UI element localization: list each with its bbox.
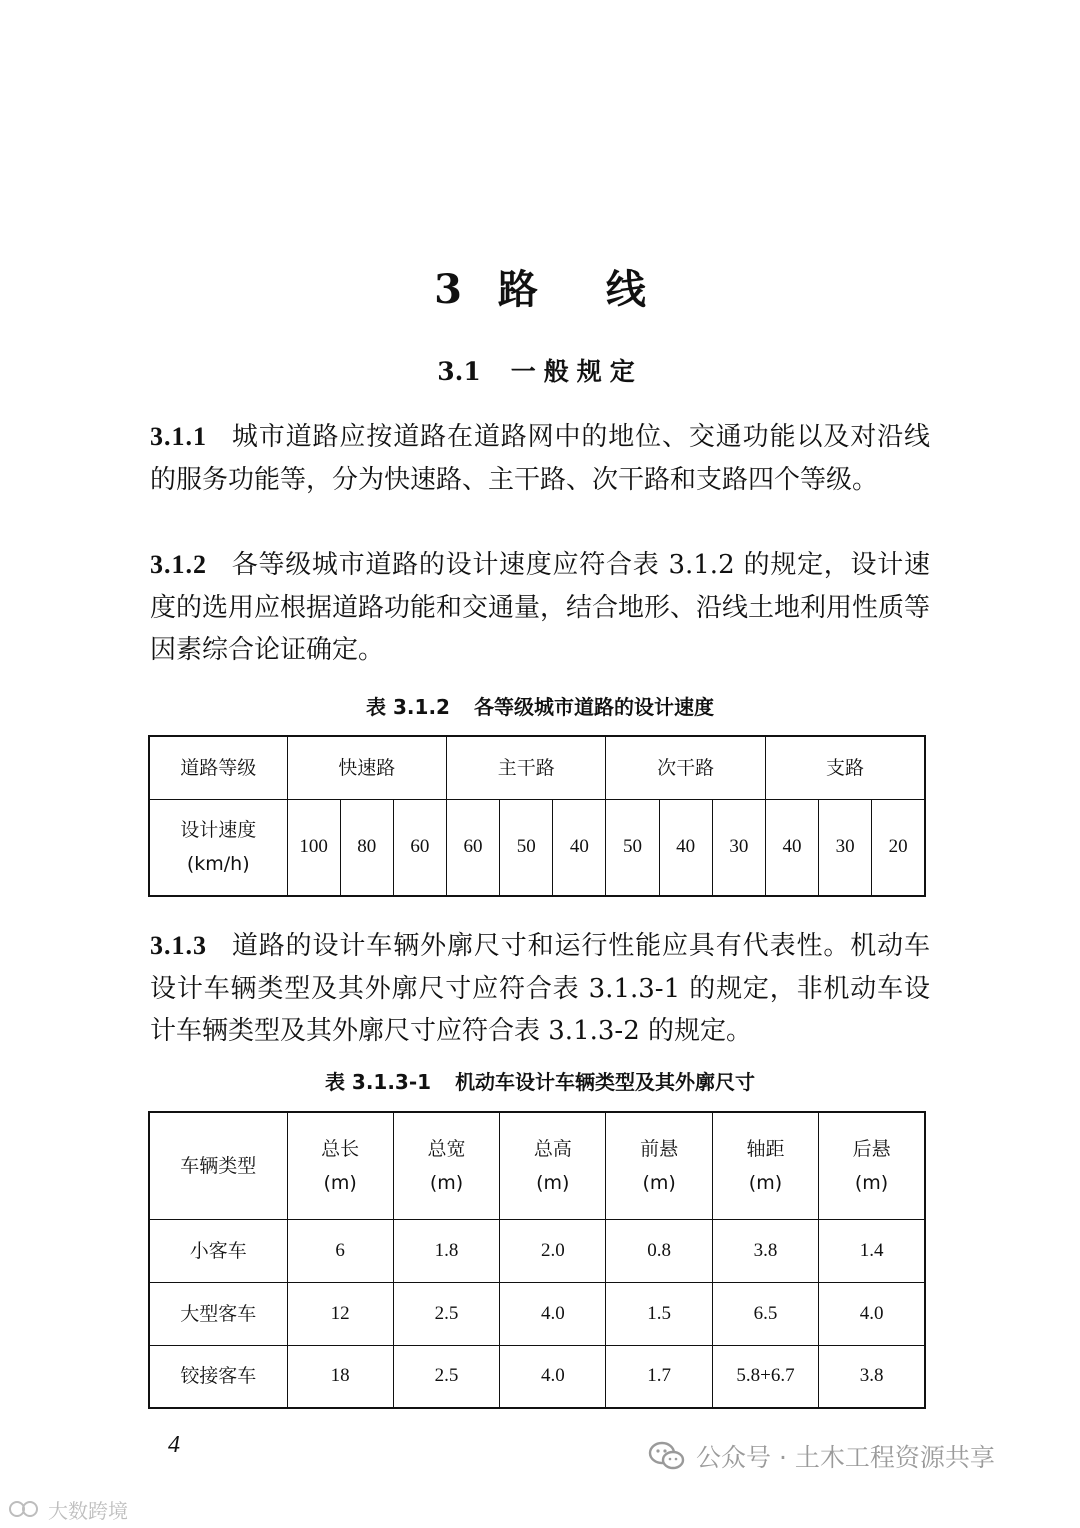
vehicle-table-caption	[0, 1067, 1080, 1097]
table-row	[149, 1345, 925, 1408]
caption-title: 各等级城市道路的设计速度	[473, 695, 714, 719]
speed-cell: 30	[712, 799, 765, 896]
table-row	[149, 799, 925, 896]
table-cell: 12	[287, 1282, 393, 1345]
clause-text: 各等级城市道路的设计速度应符合表 3.1.2 的规定，设计速度的选用应根据道路功能和交通量，结合地形、沿线土地利用性质等因素综合论证确定。	[150, 550, 931, 665]
header-cell	[500, 1112, 606, 1219]
clause-number: 3.1.3	[150, 931, 207, 960]
table-cell: 0.8	[606, 1219, 712, 1282]
grade-cell: 支路	[765, 736, 925, 799]
table-cell: 6	[287, 1219, 393, 1282]
table-cell: 4.0	[500, 1282, 606, 1345]
header-label: 轴距	[746, 1137, 785, 1160]
chapter-title-char-2: 线	[605, 266, 646, 313]
speed-label: 设计速度	[180, 819, 257, 842]
table-cell: 5.8+6.7	[712, 1345, 818, 1408]
header-vehicle-type: 车辆类型	[149, 1112, 287, 1219]
section-number: 3.1	[437, 357, 481, 386]
clause-number: 3.1.1	[150, 422, 207, 451]
section-title	[0, 352, 1080, 392]
vehicle-table	[148, 1111, 926, 1409]
watermark-logo	[8, 1494, 128, 1524]
logo-text: 大数跨境	[48, 1498, 128, 1523]
grade-cell: 主干路	[446, 736, 605, 799]
clause-text: 城市道路应按道路在道路网中的地位、交通功能以及对沿线的服务功能等，分为快速路、主干路、次干路和支路四个等级。	[150, 422, 930, 495]
speed-cell: 40	[553, 799, 606, 896]
table-cell: 4.0	[500, 1345, 606, 1408]
header-unit: (m)	[748, 1171, 783, 1194]
header-unit: (m)	[642, 1171, 676, 1194]
header-cell	[606, 1112, 712, 1219]
speed-cell: 50	[606, 799, 659, 896]
caption-number: 表 3.1.2	[366, 695, 450, 719]
speed-cell: 50	[500, 799, 553, 896]
header-label: 总高	[533, 1137, 572, 1160]
wechat-icon	[648, 1440, 686, 1472]
chapter-title	[0, 262, 1080, 318]
speed-table-caption	[0, 692, 1080, 722]
header-label: 总宽	[427, 1137, 466, 1160]
speed-cell: 80	[340, 799, 393, 896]
table-cell: 1.8	[393, 1219, 499, 1282]
clause-text: 道路的设计车辆外廓尺寸和运行性能应具有代表性。机动车设计车辆类型及其外廓尺寸应符合表 3.1.3-1 的规定，非机动车设计车辆类型及其外廓尺寸应符合表 3.1.3-2 的规定。	[150, 931, 930, 1046]
vehicle-type-cell: 铰接客车	[149, 1345, 287, 1408]
clause-3-1-2	[150, 544, 930, 672]
speed-unit: (km/h)	[186, 853, 250, 876]
vehicle-type-cell: 小客车	[149, 1219, 287, 1282]
watermark	[648, 1436, 995, 1476]
table-header-row	[149, 1112, 925, 1219]
table-row	[149, 736, 925, 799]
table-row	[149, 1282, 925, 1345]
grade-cell: 快速路	[287, 736, 446, 799]
vehicle-type-cell: 大型客车	[149, 1282, 287, 1345]
header-unit: (m)	[536, 1171, 570, 1194]
section-heading: 一般规定	[510, 357, 643, 386]
table-cell: 1.5	[606, 1282, 712, 1345]
table-cell: 3.8	[712, 1219, 818, 1282]
table-cell: 1.7	[606, 1345, 712, 1408]
speed-cell: 100	[287, 799, 340, 896]
speed-cell: 20	[872, 799, 925, 896]
row-header-grade: 道路等级	[149, 736, 287, 799]
header-unit: (m)	[429, 1171, 464, 1194]
speed-cell: 30	[819, 799, 872, 896]
table-cell: 2.0	[500, 1219, 606, 1282]
watermark-text: 公众号 · 土木工程资源共享	[696, 1443, 995, 1472]
header-label: 总长	[321, 1137, 360, 1160]
header-unit: (m)	[854, 1171, 889, 1194]
header-label: 后悬	[852, 1137, 891, 1160]
speed-cell: 40	[659, 799, 712, 896]
logo-icon	[8, 1497, 42, 1521]
table-cell: 2.5	[393, 1282, 499, 1345]
header-cell	[393, 1112, 499, 1219]
table-cell: 4.0	[819, 1282, 925, 1345]
table-row	[149, 1219, 925, 1282]
speed-cell: 60	[393, 799, 446, 896]
chapter-title-char-1: 路	[497, 266, 538, 313]
table-cell: 1.4	[819, 1219, 925, 1282]
table-cell: 2.5	[393, 1345, 499, 1408]
speed-cell: 40	[765, 799, 818, 896]
chapter-number: 3	[434, 266, 462, 313]
header-label: 前悬	[640, 1137, 679, 1160]
clause-number: 3.1.2	[150, 550, 207, 579]
header-unit: (m)	[323, 1171, 357, 1194]
grade-cell: 次干路	[606, 736, 765, 799]
header-cell	[712, 1112, 818, 1219]
speed-table	[148, 735, 926, 897]
page-number: 4	[168, 1432, 180, 1458]
table-cell: 18	[287, 1345, 393, 1408]
clause-3-1-3	[150, 925, 930, 1053]
caption-number: 表 3.1.3-1	[324, 1070, 432, 1094]
clause-3-1-1	[150, 416, 930, 501]
header-cell	[819, 1112, 925, 1219]
caption-title: 机动车设计车辆类型及其外廓尺寸	[455, 1070, 756, 1094]
speed-cell: 60	[446, 799, 499, 896]
table-cell: 3.8	[819, 1345, 925, 1408]
header-cell	[287, 1112, 393, 1219]
row-header-speed	[149, 799, 287, 896]
table-cell: 6.5	[712, 1282, 818, 1345]
